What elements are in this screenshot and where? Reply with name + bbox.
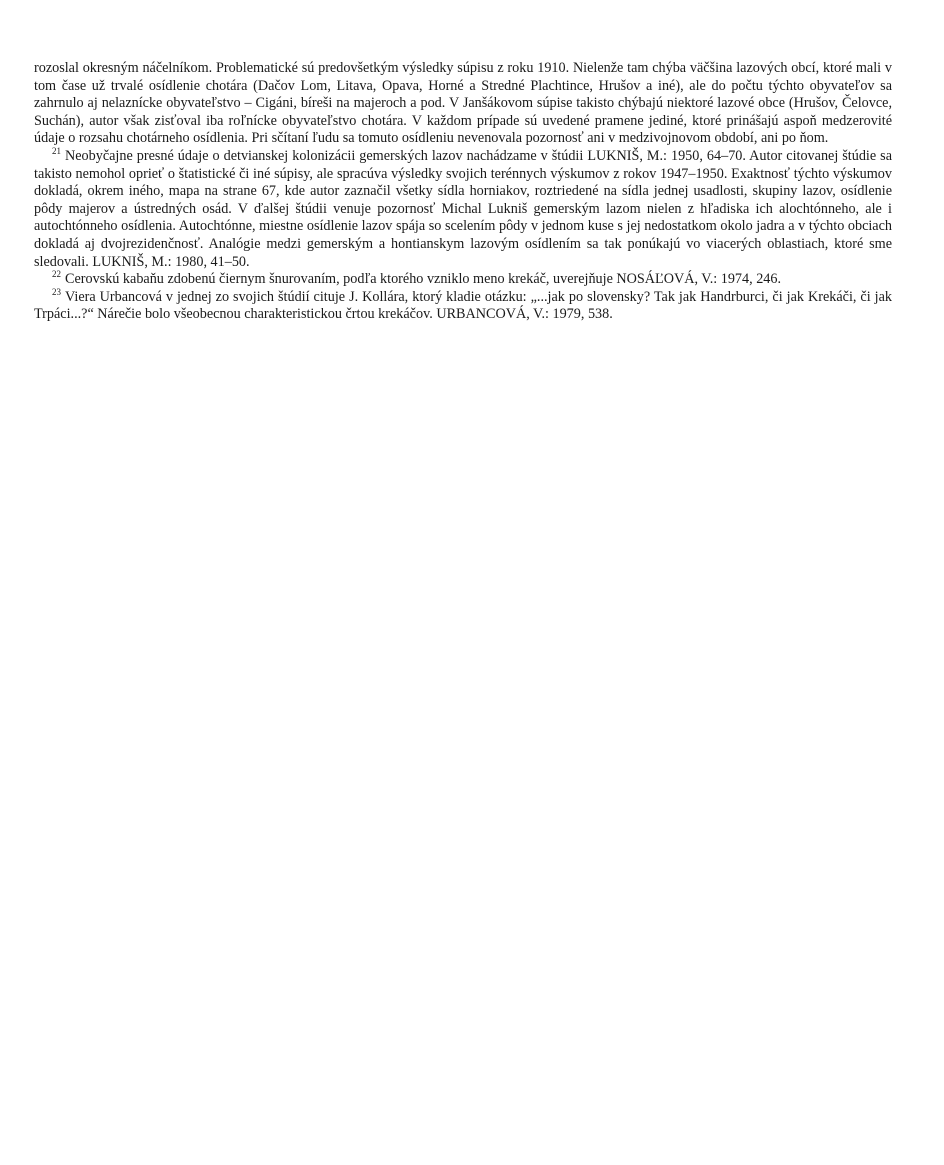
footnote-text: Neobyčajne presné údaje o detvianskej kolonizácii gemerských lazov nachádzame v štúdii LUKNIŠ, M.: 1950, 64–70. Autor citovanej štúdie sa takisto nemohol oprieť o štatistické či iné súpisy, ale spracúva výsledky svojich terénnych výskumov z rokov 1947–1950. Exaktnosť týchto výskumov dokladá, okrem iného, mapa na strane 67, kde autor zaznačil všetky sídla horniakov, roztriedené na sídla jednej usadlosti, skupiny lazov, osídlenie pôdy majerov a ústredných osád. V ďalšej štúdii venuje pozornosť Michal Lukniš gemerským lazom nielen z hľadiska ich alochtónneho, ale i autochtónneho osídlenia. Autochtónne, miestne osídlenie lazov spája so scelením pôdy v jednom kuse s jej nedostatkom okolo jadra a v týchto obciach dokladá aj dvojrezidenčnosť. Analógie medzi gemerským a hontianskym lazovým osídlením sa tak ponúkajú vo viacerých oblastiach, ktoré sme sledovali. LUKNIŠ, M.: 1980, 41–50. (34, 147, 892, 270)
footnotes-page (34, 60, 892, 324)
footnote-text: Cerovskú kabaňu zdobenú čiernym šnurovaním, podľa ktorého vzniklo meno krekáč, uverejňuje NOSÁĽOVÁ, V.: 1974, 246. (65, 271, 782, 288)
footnote-number: 21 (52, 146, 61, 157)
footnote-22 (34, 271, 892, 289)
footnote-number: 22 (52, 269, 61, 280)
footnote-continuation: rozoslal okresným náčelníkom. Problematické sú predovšetkým výsledky súpisu z roku 1910. Nielenže tam chýba väčšina lazových obcí, ktoré mali v tom čase už trvalé osídlenie chotára (Dačov Lom, Litava, Opava, Horné a Stredné Plachtince, Hrušov a iné), ale do počtu týchto obyvateľov sa zahrnulo aj nelaznícke obyvateľstvo – Cigáni, bíreši na majeroch a pod. V Janšákovom súpise takisto chýbajú niektoré lazové obce (Hrušov, Čelovce, Suchán), autor však zisťoval iba roľnícke obyvateľstvo chotára. V každom prípade sú uvedené pramene jediné, ktoré prinášajú aspoň medzerovité údaje o rozsahu chotárneho osídlenia. Pri sčítaní ľudu sa tomuto osídleniu nevenovala pozornosť ani v medzivojnovom období, ani po ňom. (34, 60, 892, 147)
footnote-21 (34, 148, 892, 271)
footnote-number: 23 (52, 286, 61, 297)
footnote-23 (34, 286, 892, 324)
footnote-text: Viera Urbancová v jednej zo svojich štúdií cituje J. Kollára, ktorý kladie otázku: „...jak po slovensky? Tak jak Handrburci, či jak Krekáči, či jak Trpáci...?“ Nárečie bolo všeobecnou charakteristickou črtou krekáčov. URBANCOVÁ, V.: 1979, 538. (34, 288, 892, 323)
